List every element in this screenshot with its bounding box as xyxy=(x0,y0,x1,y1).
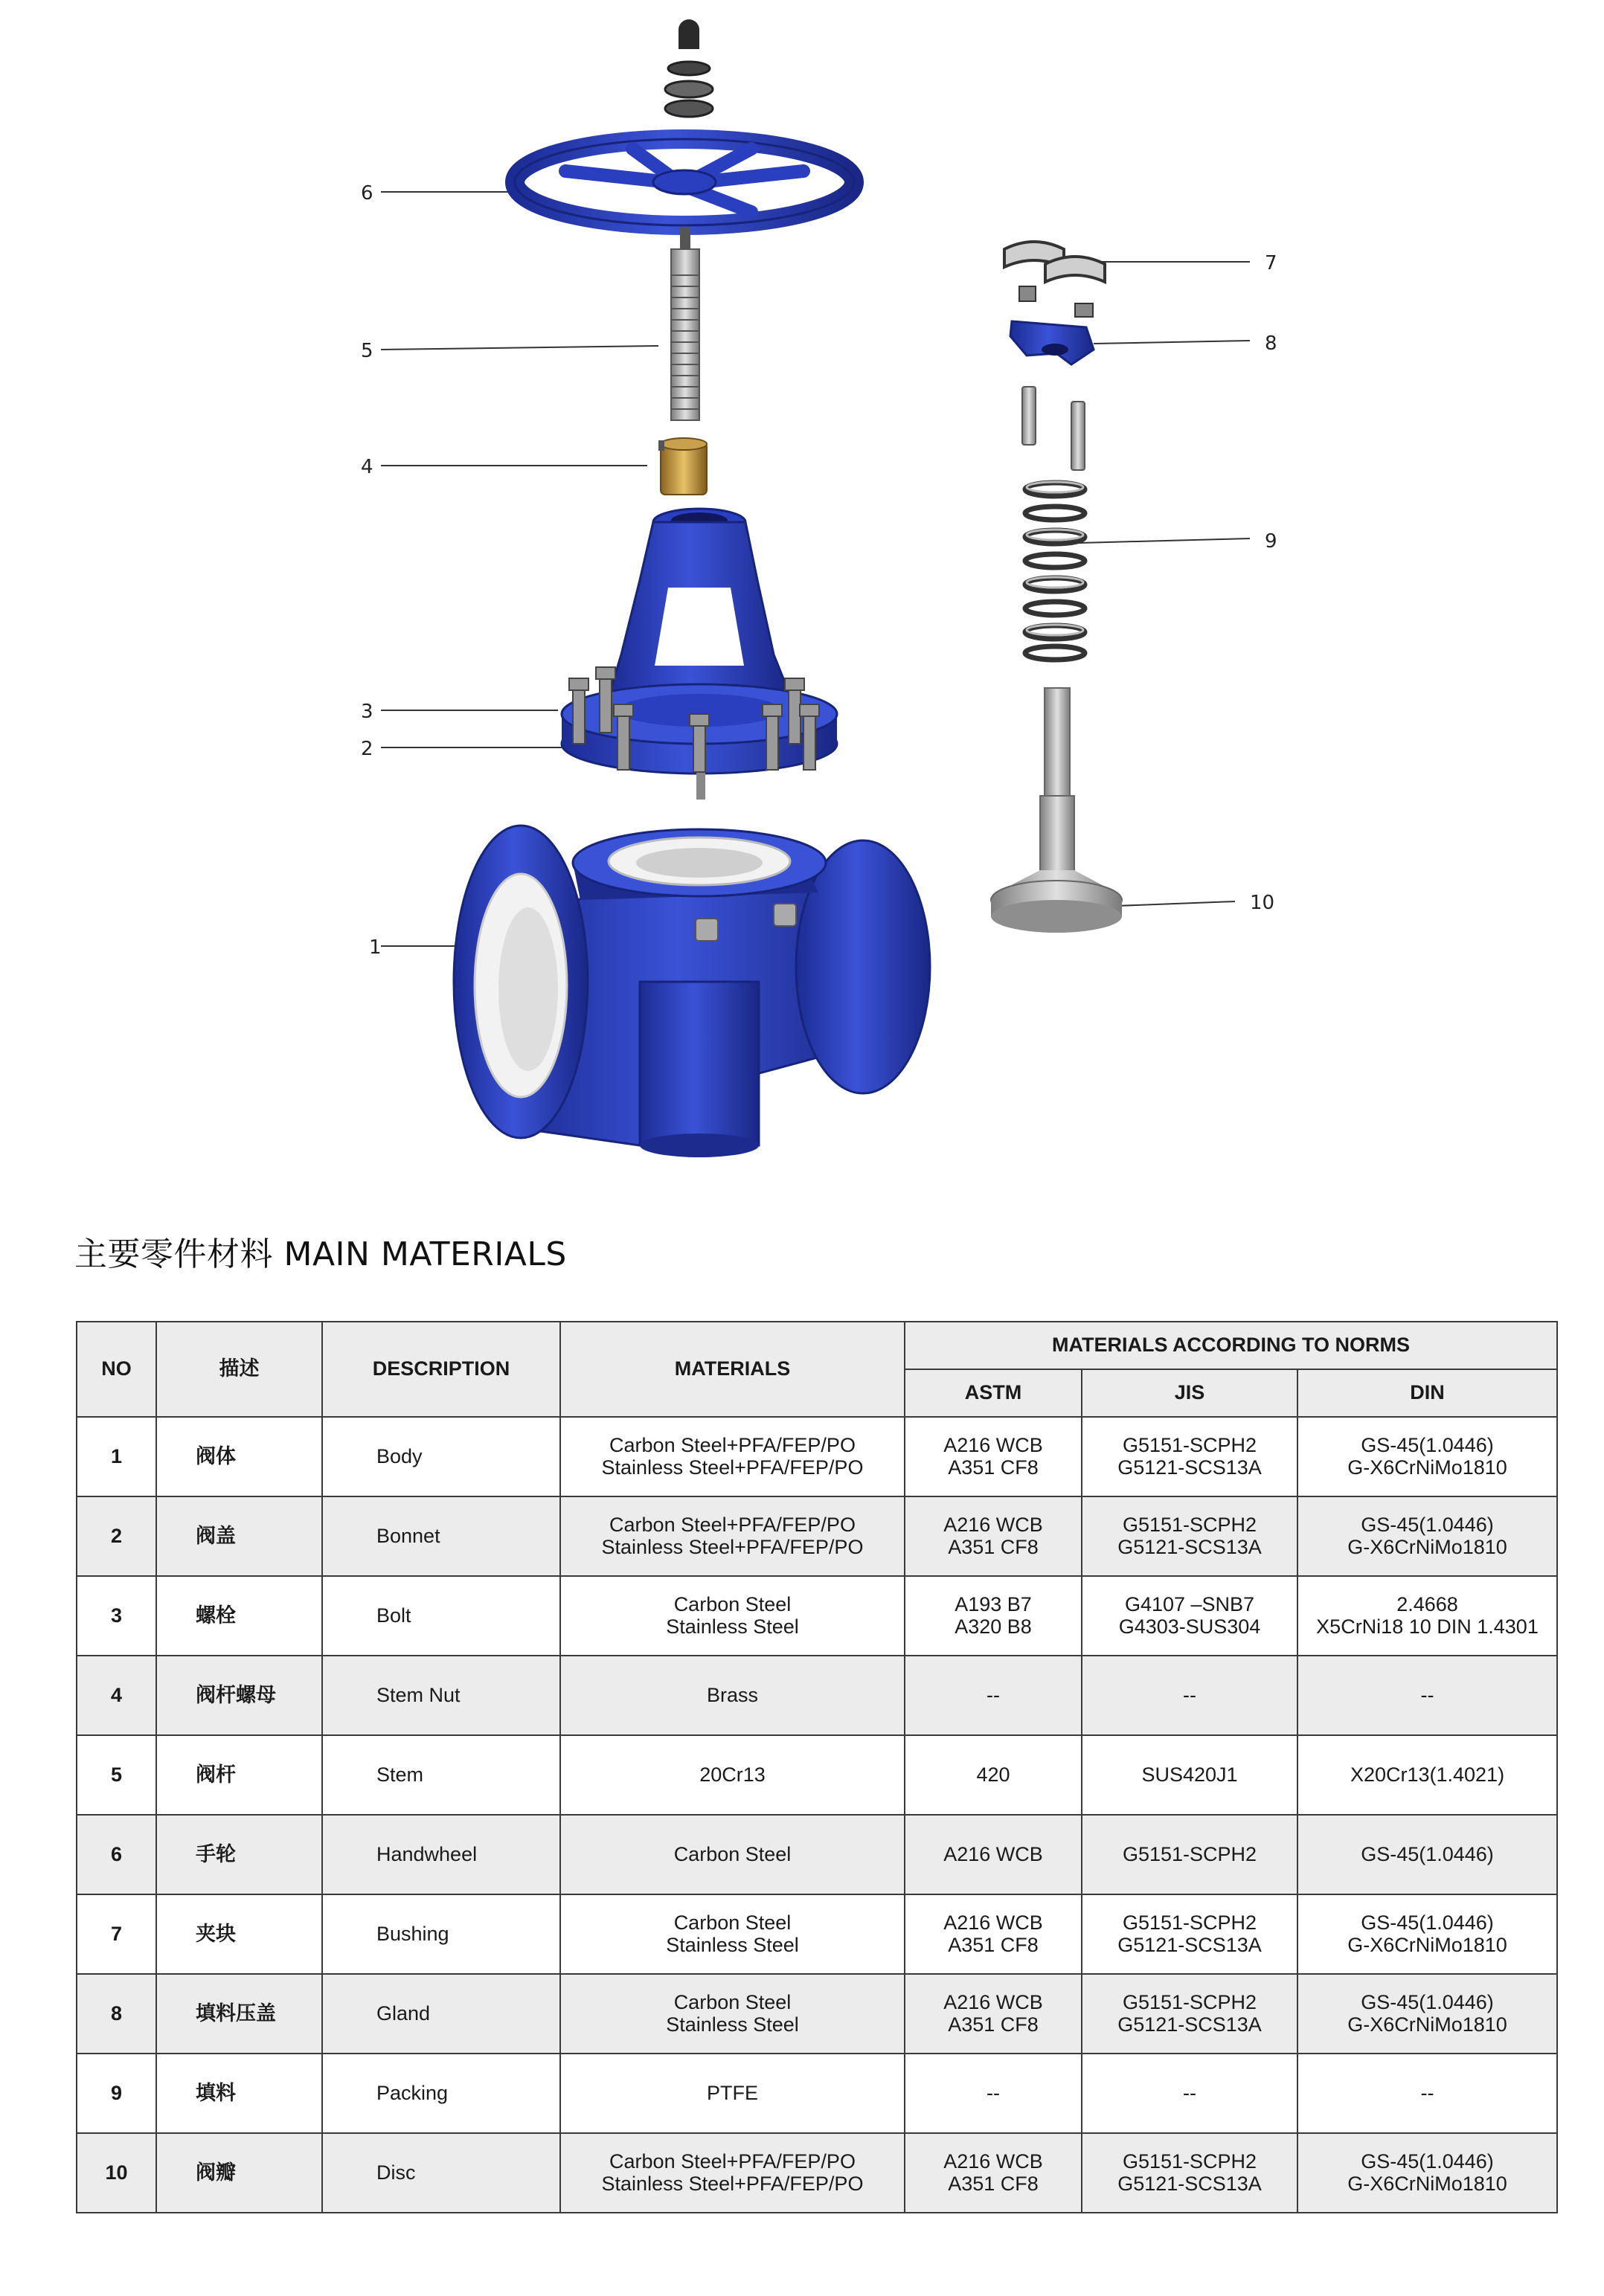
row-zh-desc: 阀杆 xyxy=(156,1735,322,1815)
row-zh-desc: 填料 xyxy=(156,2054,322,2133)
row-jis-line: G4303-SUS304 xyxy=(1118,1615,1261,1638)
row-astm xyxy=(905,1496,1082,1576)
row-no: 7 xyxy=(77,1894,156,1974)
callout-9: 9 xyxy=(1265,530,1277,553)
callout-3: 3 xyxy=(361,701,373,723)
section-title: 主要零件材料 MAIN MATERIALS xyxy=(74,1235,567,1273)
table-row xyxy=(77,1894,1557,1974)
row-zh-desc: 阀瓣 xyxy=(156,2133,322,2213)
row-description: Gland xyxy=(322,1974,560,2054)
row-materials xyxy=(560,1656,905,1735)
row-jis-line: SUS420J1 xyxy=(1141,1763,1238,1786)
gland-part-8 xyxy=(1010,321,1094,364)
callout-5: 5 xyxy=(361,340,373,362)
handwheel-nut-and-washers xyxy=(665,19,713,117)
row-description: Handwheel xyxy=(322,1815,560,1894)
row-materials-line: Stainless Steel xyxy=(666,1615,799,1638)
handwheel-part-6 xyxy=(515,139,854,225)
table-row xyxy=(77,1576,1557,1656)
callout-10: 10 xyxy=(1250,892,1275,914)
row-jis xyxy=(1082,1894,1297,1974)
row-materials xyxy=(560,2133,905,2213)
row-materials-line: Carbon Steel+PFA/FEP/PO xyxy=(609,2149,856,2173)
table-body xyxy=(77,1417,1557,2213)
row-astm xyxy=(905,2133,1082,2213)
row-no: 10 xyxy=(77,2133,156,2213)
row-din-line: G-X6CrNiMo1810 xyxy=(1347,2013,1507,2036)
row-astm xyxy=(905,1656,1082,1735)
callout-2: 2 xyxy=(361,738,373,760)
row-jis xyxy=(1082,2054,1297,2133)
row-materials xyxy=(560,1496,905,1576)
row-din-line: -- xyxy=(1420,2081,1434,2104)
row-materials-line: Stainless Steel+PFA/FEP/PO xyxy=(601,1456,864,1479)
row-zh-desc: 手轮 xyxy=(156,1815,322,1894)
table-row xyxy=(77,2133,1557,2213)
row-jis-line: G5151-SCPH2 xyxy=(1122,1433,1257,1456)
row-astm-line: A351 CF8 xyxy=(948,2013,1039,2036)
stem-nut-part-4 xyxy=(658,438,707,495)
row-din xyxy=(1297,1894,1557,1974)
row-din-line: G-X6CrNiMo1810 xyxy=(1347,1933,1507,1956)
row-materials-line: PTFE xyxy=(706,2081,758,2104)
row-astm-line: A216 WCB xyxy=(943,1990,1043,2013)
row-din-line: GS-45(1.0446) xyxy=(1361,1513,1494,1536)
row-no: 4 xyxy=(77,1656,156,1735)
row-zh-desc: 阀杆螺母 xyxy=(156,1656,322,1735)
callout-6: 6 xyxy=(361,182,373,205)
row-din-line: X20Cr13(1.4021) xyxy=(1350,1763,1505,1786)
row-astm xyxy=(905,2054,1082,2133)
table-row xyxy=(77,1656,1557,1735)
row-jis-line: G4107 –SNB7 xyxy=(1124,1592,1255,1615)
row-jis xyxy=(1082,1735,1297,1815)
row-astm-line: A216 WCB xyxy=(943,1842,1043,1865)
row-astm-line: A351 CF8 xyxy=(948,1535,1039,1558)
table-row xyxy=(77,1815,1557,1894)
row-materials-line: Stainless Steel+PFA/FEP/PO xyxy=(601,2172,864,2195)
row-description: Disc xyxy=(322,2133,560,2213)
row-din xyxy=(1297,1576,1557,1656)
row-materials-line: Carbon Steel xyxy=(673,1842,792,1865)
row-astm-line: A351 CF8 xyxy=(948,1456,1039,1479)
header-description: DESCRIPTION xyxy=(322,1322,560,1417)
row-no: 9 xyxy=(77,2054,156,2133)
row-jis-line: -- xyxy=(1183,1683,1196,1706)
row-zh-desc: 夹块 xyxy=(156,1894,322,1974)
row-jis-line: G5121-SCS13A xyxy=(1117,1535,1262,1558)
row-no: 8 xyxy=(77,1974,156,2054)
row-astm xyxy=(905,1894,1082,1974)
row-din xyxy=(1297,1735,1557,1815)
row-din xyxy=(1297,1417,1557,1496)
row-materials-line: Carbon Steel+PFA/FEP/PO xyxy=(609,1433,856,1456)
row-din xyxy=(1297,1974,1557,2054)
stem-part-5 xyxy=(671,227,699,420)
row-description: Packing xyxy=(322,2054,560,2133)
row-din xyxy=(1297,1656,1557,1735)
row-materials-line: Stainless Steel xyxy=(666,1933,799,1956)
row-astm-line: A351 CF8 xyxy=(948,2172,1039,2195)
header-norms: MATERIALS ACCORDING TO NORMS xyxy=(905,1322,1557,1369)
row-description: Stem Nut xyxy=(322,1656,560,1735)
row-no: 2 xyxy=(77,1496,156,1576)
row-din-line: -- xyxy=(1420,1683,1434,1706)
row-description: Bushing xyxy=(322,1894,560,1974)
row-astm-line: -- xyxy=(987,2081,1000,2104)
row-din-line: G-X6CrNiMo1810 xyxy=(1347,2172,1507,2195)
gland-bolts xyxy=(1022,387,1085,470)
row-materials xyxy=(560,1576,905,1656)
table-row xyxy=(77,2054,1557,2133)
row-astm xyxy=(905,1576,1082,1656)
header-astm: ASTM xyxy=(905,1369,1082,1417)
row-materials xyxy=(560,1735,905,1815)
row-jis-line: G5151-SCPH2 xyxy=(1122,1842,1257,1865)
row-din xyxy=(1297,1496,1557,1576)
valve-body-part-1 xyxy=(454,826,930,1157)
header-no: NO xyxy=(77,1322,156,1417)
row-jis-line: G5121-SCS13A xyxy=(1117,1933,1262,1956)
row-jis xyxy=(1082,1815,1297,1894)
row-astm-line: A216 WCB xyxy=(943,1433,1043,1456)
row-astm-line: A216 WCB xyxy=(943,1513,1043,1536)
row-materials-line: Stainless Steel+PFA/FEP/PO xyxy=(601,1535,864,1558)
header-jis: JIS xyxy=(1082,1369,1297,1417)
row-astm-line: A193 B7 xyxy=(955,1592,1032,1615)
disc-part-10 xyxy=(991,688,1122,933)
row-jis-line: G5151-SCPH2 xyxy=(1122,1990,1257,2013)
callout-7: 7 xyxy=(1265,252,1277,274)
callout-8: 8 xyxy=(1265,332,1277,355)
row-description: Bolt xyxy=(322,1576,560,1656)
row-astm xyxy=(905,1815,1082,1894)
row-din-line: G-X6CrNiMo1810 xyxy=(1347,1456,1507,1479)
row-jis xyxy=(1082,1417,1297,1496)
row-jis xyxy=(1082,1656,1297,1735)
row-din-line: X5CrNi18 10 DIN 1.4301 xyxy=(1316,1615,1539,1638)
row-din-line: 2.4668 xyxy=(1396,1592,1458,1615)
callout-1: 1 xyxy=(369,936,382,959)
row-din xyxy=(1297,1815,1557,1894)
row-din-line: GS-45(1.0446) xyxy=(1361,1842,1494,1865)
row-jis-line: G5151-SCPH2 xyxy=(1122,2149,1257,2173)
table-row xyxy=(77,1417,1557,1496)
row-jis-line: G5151-SCPH2 xyxy=(1122,1911,1257,1934)
row-materials-line: Brass xyxy=(706,1683,759,1706)
bushing-part-7 xyxy=(1004,242,1105,317)
row-astm-line: -- xyxy=(987,1683,1000,1706)
table-row xyxy=(77,1735,1557,1815)
row-jis-line: G5121-SCS13A xyxy=(1117,2013,1262,2036)
row-materials-line: Carbon Steel+PFA/FEP/PO xyxy=(609,1513,856,1536)
row-din-line: G-X6CrNiMo1810 xyxy=(1347,1535,1507,1558)
row-jis-line: G5121-SCS13A xyxy=(1117,2172,1262,2195)
row-zh-desc: 螺栓 xyxy=(156,1576,322,1656)
row-astm-line: A320 B8 xyxy=(955,1615,1032,1638)
row-zh-desc: 阀盖 xyxy=(156,1496,322,1576)
row-description: Stem xyxy=(322,1735,560,1815)
row-astm xyxy=(905,1974,1082,2054)
row-no: 1 xyxy=(77,1417,156,1496)
materials-table xyxy=(76,1321,1558,2213)
row-jis xyxy=(1082,1974,1297,2054)
row-materials xyxy=(560,1974,905,2054)
row-materials-line: 20Cr13 xyxy=(699,1763,766,1786)
table-row xyxy=(77,1974,1557,2054)
row-jis xyxy=(1082,1496,1297,1576)
row-materials-line: Carbon Steel xyxy=(673,1911,792,1934)
row-jis-line: -- xyxy=(1183,2081,1196,2104)
row-jis xyxy=(1082,2133,1297,2213)
table-row xyxy=(77,1496,1557,1576)
row-astm-line: 420 xyxy=(976,1763,1010,1786)
row-jis-line: G5151-SCPH2 xyxy=(1122,1513,1257,1536)
row-zh-desc: 阀体 xyxy=(156,1417,322,1496)
row-no: 6 xyxy=(77,1815,156,1894)
row-astm-line: A216 WCB xyxy=(943,2149,1043,2173)
row-materials-line: Carbon Steel xyxy=(673,1592,792,1615)
header-materials: MATERIALS xyxy=(560,1322,905,1417)
row-materials xyxy=(560,1815,905,1894)
row-din xyxy=(1297,2054,1557,2133)
row-materials-line: Carbon Steel xyxy=(673,1990,792,2013)
row-din-line: GS-45(1.0446) xyxy=(1361,2149,1494,2173)
row-materials xyxy=(560,2054,905,2133)
callout-4: 4 xyxy=(361,456,373,478)
row-materials-line: Stainless Steel xyxy=(666,2013,799,2036)
row-jis xyxy=(1082,1576,1297,1656)
row-description: Bonnet xyxy=(322,1496,560,1576)
row-description: Body xyxy=(322,1417,560,1496)
row-materials xyxy=(560,1417,905,1496)
row-din-line: GS-45(1.0446) xyxy=(1361,1990,1494,2013)
row-din-line: GS-45(1.0446) xyxy=(1361,1911,1494,1934)
header-din: DIN xyxy=(1297,1369,1557,1417)
row-no: 5 xyxy=(77,1735,156,1815)
row-astm-line: A216 WCB xyxy=(943,1911,1043,1934)
row-materials xyxy=(560,1894,905,1974)
row-jis-line: G5121-SCS13A xyxy=(1117,1456,1262,1479)
row-astm xyxy=(905,1735,1082,1815)
row-din xyxy=(1297,2133,1557,2213)
row-no: 3 xyxy=(77,1576,156,1656)
header-zh-desc: 描述 xyxy=(156,1322,322,1417)
row-zh-desc: 填料压盖 xyxy=(156,1974,322,2054)
row-din-line: GS-45(1.0446) xyxy=(1361,1433,1494,1456)
row-astm xyxy=(905,1417,1082,1496)
row-astm-line: A351 CF8 xyxy=(948,1933,1039,1956)
